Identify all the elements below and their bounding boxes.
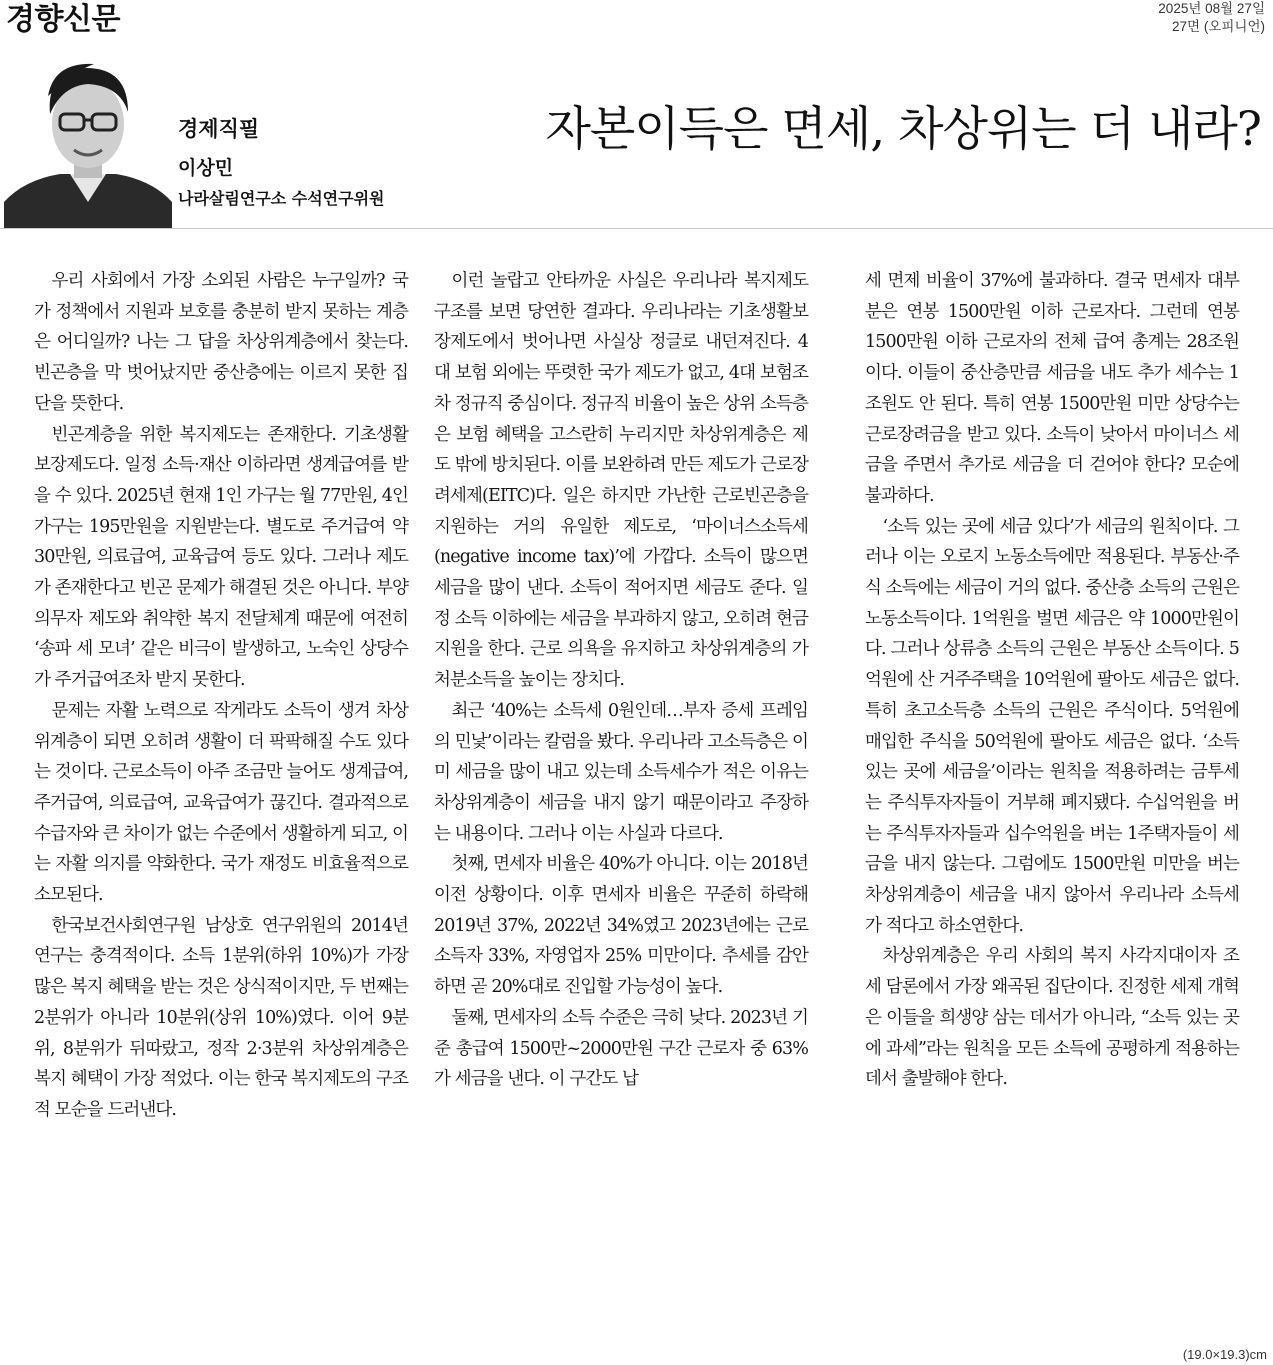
article-paragraph: 최근 ‘40%는 소득세 0원인데…부자 증세 프레임의 민낯’이라는 칼럼을 봤다. 우리나라 고소득층은 이미 세금을 많이 내고 있는데 소득세수가 적은 이유는 차상위계층이 세금을 내지 않기 때문이라고 주장하는 내용이다. 그러나 이는 사실과 다르다. xyxy=(434,700,808,844)
article-column-2 xyxy=(434,266,808,1095)
article-column-1 xyxy=(34,266,408,1126)
article-paragraph: 우리 사회에서 가장 소외된 사람은 누구일까? 국가 정책에서 지원과 보호를 충분히 받지 못하는 계층은 어디일까? 나는 그 답을 차상위계층에서 찾는다. 빈곤층을 막 벗어났지만 중산층에는 이르지 못한 집단을 뜻한다. xyxy=(34,271,408,414)
article-paragraph: 한국보건사회연구원 남상호 연구위원의 2014년 연구는 충격적이다. 소득 1분위(하위 10%)가 가장 많은 복지 혜택을 받는 것은 상식적이지만, 두 번째는 2분위가 아니라 10분위(상위 10%)였다. 이어 9분위, 8분위가 뒤따랐고, 정작 2·3분위 차상위계층은 복지 혜택이 가장 적었다. 이는 한국 복지제도의 구조적 모순을 드러낸다. xyxy=(34,915,408,1120)
page-section: 27면 (오피니언) xyxy=(1172,19,1265,34)
author-name: 이상민 xyxy=(178,157,234,179)
article-column-3 xyxy=(865,266,1239,1095)
header-divider xyxy=(0,228,1273,229)
article-paragraph: 차상위계층은 우리 사회의 복지 사각지대이자 조세 담론에서 가장 왜곡된 집단이다. 진정한 세제 개혁은 이들을 희생양 삼는 데서가 아니라, “소득 있는 곳에 과세”라는 원칙을 모든 소득에 공평하게 적용하는 데서 출발해야 한다. xyxy=(865,946,1239,1090)
article-headline: 자본이득은 면세, 차상위는 더 내라? xyxy=(545,102,1261,157)
publication-info xyxy=(1158,0,1265,36)
article-paragraph: 문제는 자활 노력으로 작게라도 소득이 생겨 차상위계층이 되면 오히려 생활이 더 팍팍해질 수도 있다는 것이다. 근로소득이 아주 조금만 늘어도 생계급여, 주거급여, 의료급여, 교육급여가 끊긴다. 결과적으로 수급자와 큰 차이가 없는 수준에서 생활하게 되고, 이는 자활 의지를 약화한다. 국가 재정도 비효율적으로 소모된다. xyxy=(34,700,408,906)
column-series-title: 경제직필 xyxy=(178,117,260,141)
publication-date: 2025년 08월 27일 xyxy=(1158,1,1265,16)
article-paragraph: 첫째, 면세자 비율은 40%가 아니다. 이는 2018년 이전 상황이다. 이후 면세자 비율은 꾸준히 하락해 2019년 37%, 2022년 34%였고 2023년에는 근로소득자 33%, 자영업자 25% 미만이다. 추세를 감안하면 곧 20%대로 진입할 가능성이 높다. xyxy=(434,854,808,998)
clipping-size-note: (19.0×19.3)cm xyxy=(1182,1347,1267,1362)
article-paragraph: 둘째, 면세자의 소득 수준은 극히 낮다. 2023년 기준 총급여 1500만~2000만원 구간 근로자 중 63%가 세금을 낸다. 이 구간도 납 xyxy=(434,1007,808,1090)
article-paragraph: 빈곤계층을 위한 복지제도는 존재한다. 기초생활보장제도다. 일정 소득·재산 이하라면 생계급여를 받을 수 있다. 2025년 현재 1인 가구는 월 77만원, 4인 가구는 195만원을 지원받는다. 별도로 주거급여 약 30만원, 의료급여, 교육급여 등도 있다. 그러나 제도가 존재한다고 빈곤 문제가 해결된 것은 아니다. 부양의무자 제도와 취약한 복지 전달체계 때문에 여전히 ‘송파 세 모녀’ 같은 비극이 발생하고, 노숙인 상당수가 주거급여조차 받지 못한다. xyxy=(34,424,408,691)
article-paragraph: ‘소득 있는 곳에 세금 있다’가 세금의 원칙이다. 그러나 이는 오로지 노동소득에만 적용된다. 부동산·주식 소득에는 세금이 거의 없다. 중산층 소득의 근원은 노동소득이다. 1억원을 벌면 세금은 약 1000만원이다. 그러나 상류층 소득의 근원은 부동산 소득이다. 5억원에 산 거주주택을 10억원에 팔아도 세금은 없다. 특히 초고소득층 소득의 근원은 주식이다. 5억원에 매입한 주식을 50억원에 팔아도 세금은 없다. ‘소득 있는 곳에 세금을’이라는 원칙을 적용하려는 금투세는 주식투자자들이 거부해 폐지됐다. 수십억원을 버는 주식투자자들과 십수억원을 버는 1주택자들이 세금을 내지 않는다. 그럼에도 1500만원 미만을 버는 차상위계층이 세금을 내지 않아서 우리나라 소득세가 적다고 하소연한다. xyxy=(865,516,1239,936)
article-paragraph: 이런 놀랍고 안타까운 사실은 우리나라 복지제도 구조를 보면 당연한 결과다. 우리나라는 기초생활보장제도에서 벗어나면 사실상 정글로 내던져진다. 4대 보험 외에는 뚜렷한 국가 제도가 없고, 4대 보험조차 정규직 중심이다. 정규직 비율이 높은 상위 소득층은 보험 혜택을 고스란히 누리지만 차상위계층은 제도 밖에 방치된다. 이를 보완하려 만든 제도가 근로장려세제(EITC)다. 일은 하지만 가난한 근로빈곤층을 지원하는 거의 유일한 제도로, ‘마이너스소득세(negative income tax)’에 가깝다. 소득이 많으면 세금을 많이 낸다. 소득이 적어지면 세금도 준다. 일정 소득 이하에는 세금을 부과하지 않고, 오히려 현금 지원을 한다. 근로 의욕을 유지하고 차상위계층의 가처분소득을 높이는 장치다. xyxy=(434,271,808,691)
newspaper-masthead: 경향신문 xyxy=(6,2,120,37)
author-photo xyxy=(4,52,172,228)
author-affiliation: 나라살림연구소 수석연구위원 xyxy=(178,189,385,208)
article-paragraph: 세 면제 비율이 37%에 불과하다. 결국 면세자 대부분은 연봉 1500만원 이하 근로자다. 그런데 연봉 1500만원 이하 근로자의 전체 급여 총계는 28조원이다. 이들이 중산층만큼 세금을 내도 추가 세수는 1조원도 안 된다. 특히 연봉 1500만원 미만 상당수는 근로장려금을 받고 있다. 소득이 낮아서 마이너스 세금을 주면서 추가로 세금을 더 걷어야 한다? 모순에 불과하다. xyxy=(865,271,1239,506)
